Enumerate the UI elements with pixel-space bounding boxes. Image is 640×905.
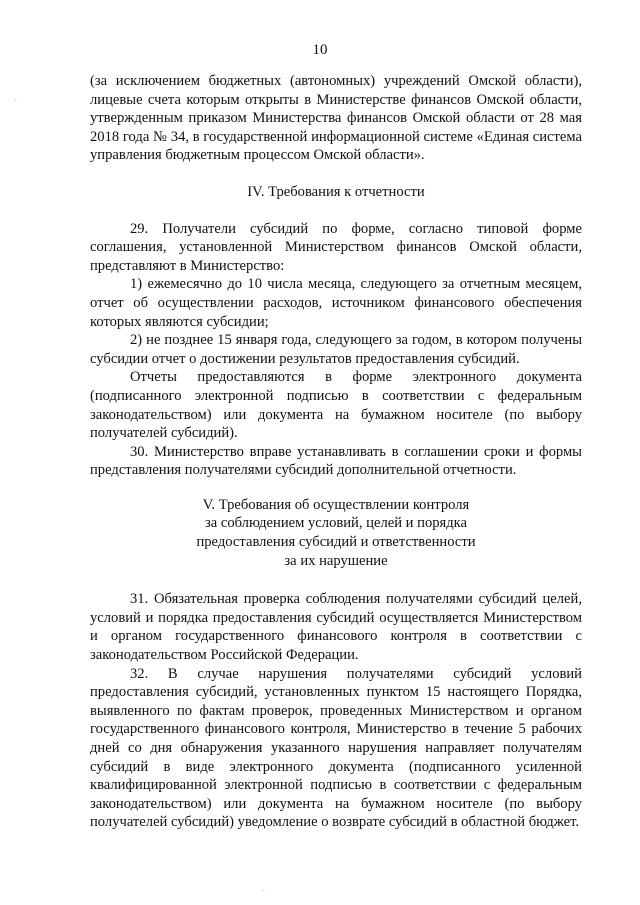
paragraph-29-item-1: 1) ежемесячно до 10 числа месяца, следующего за отчетным месяцем, отчет об осуществлении расходов, источником финансового обеспечения которых являются субсидии;: [90, 276, 582, 330]
paragraph-31: 31. Обязательная проверка соблюдения получателями субсидий целей, условий и порядка предоставления субсидий осуществляется Министерством и органом государственного финансового контроля в соответствии с законодательством Российской Федерации.: [90, 591, 582, 664]
paragraph-29-item-2: 2) не позднее 15 января года, следующего за годом, в котором получены субсидии отчет о достижении результатов предоставления субсидий.: [90, 332, 582, 367]
section-heading-5-line-3: предоставления субсидий и ответственности: [196, 534, 476, 551]
paragraph-30: 30. Министерство вправе устанавливать в соглашении сроки и формы представления получателями субсидий дополнительной отчетности.: [90, 443, 582, 479]
scan-artifact-mark: ·: [14, 96, 18, 107]
section-heading-5-line-1: V. Требования об осуществлении контроля: [202, 496, 470, 513]
paragraph-29: 29. Получатели субсидий по форме, согласно типовой форме соглашения, установленной Министерством финансов Омской области, представляют в Министерство:: [90, 220, 582, 274]
section-heading-4: IV. Требования к отчетности: [247, 183, 425, 200]
scan-artifact-mark: ·: [262, 886, 266, 897]
section-heading-5-line-4: за их нарушение: [284, 552, 388, 569]
paragraph-29-reports: Отчеты предоставляются в форме электронного документа (подписанного электронной подписью в соответствии с федеральным законодательством) или документа на бумажном носителе (по выбору получателей субсидий).: [90, 369, 582, 442]
paragraph-32: 32. В случае нарушения получателями субсидий условий предоставления субсидий, установленных пунктом 15 настоящего Порядка, выявленного по фактам проверок, проведенных Министерством и органом государственного финансового контроля, Министерство в течение 5 рабочих дней со дня обнаружения указанного нарушения направляет получателям субсидий в виде электронного документа (подписанного усиленной квалифицированной электронной подписью в соответствии с федеральным законодательством) или документа на бумажном носителе (по выбору получателей субсидий) уведомление о возврате субсидий в областной бюджет.: [90, 665, 582, 831]
section-heading-5-line-2: за соблюдением условий, целей и порядка: [204, 515, 468, 532]
document-body: [90, 72, 582, 832]
section-heading-5: [90, 496, 582, 570]
paragraph-intro: (за исключением бюджетных (автономных) учреждений Омской области), лицевые счета которым открыты в Министерстве финансов Омской области, утвержденным приказом Министерства финансов Омской области от 28 мая 2018 года № 34, в государственной информационной системе «Единая система управления бюджетным процессом Омской области».: [90, 73, 582, 164]
page-number: 10: [312, 42, 328, 58]
